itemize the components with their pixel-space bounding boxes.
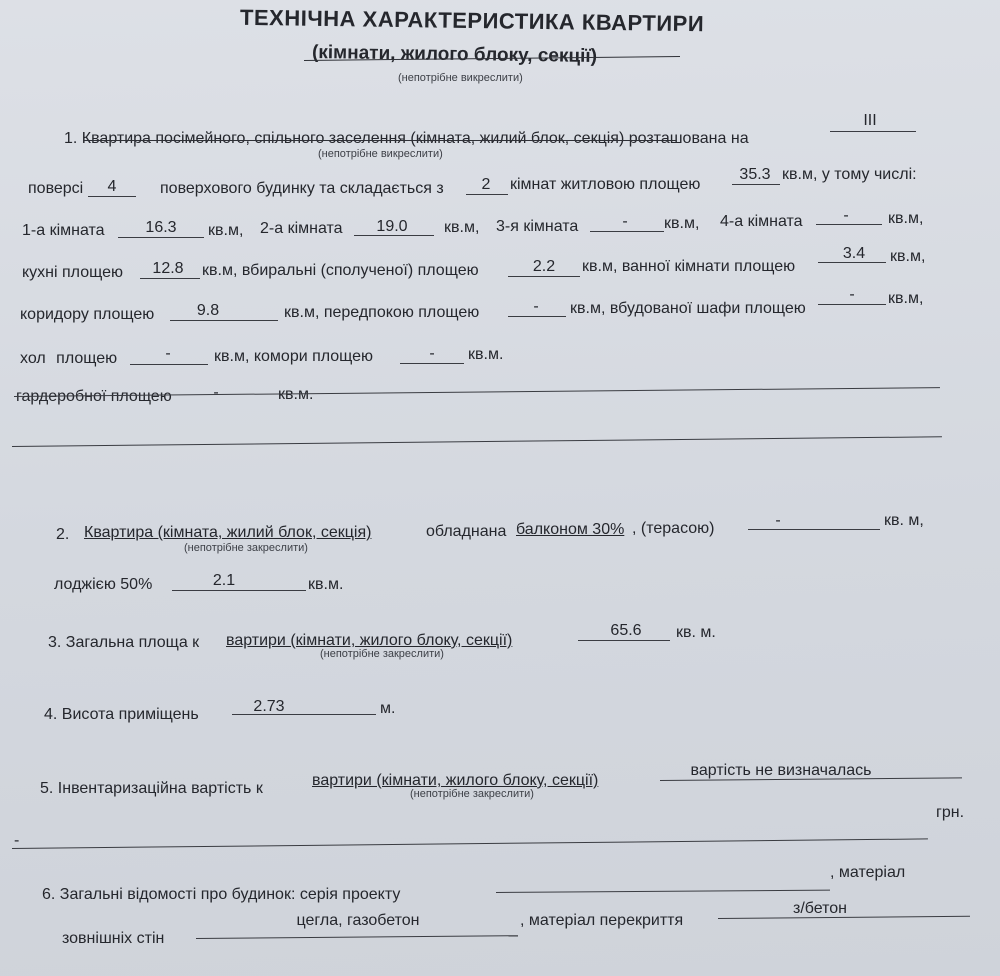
s1-hall-unit: кв.м, комори площею — [214, 348, 374, 365]
s2-terrace-value: - — [775, 512, 781, 529]
s1-corridor-label: коридору площею — [20, 306, 155, 323]
s1-floor-value: 4 — [107, 178, 117, 195]
s1-corridor-value: 9.8 — [196, 302, 220, 319]
s1-closet-value: - — [849, 286, 855, 303]
s1-living-value: 35.3 — [739, 166, 771, 183]
s1-wardrobe-value: - — [213, 384, 219, 401]
s6-walls-line — [196, 935, 518, 939]
s1-corridor-line — [170, 320, 278, 321]
s1-blank-line — [12, 436, 942, 447]
s1-room1-value: 16.3 — [145, 219, 177, 236]
s2-loggia-label: лоджією 50% — [54, 576, 153, 593]
s1-room2-label: 2-а кімната — [260, 220, 343, 237]
s1-kitchen-label: кухні площею — [22, 264, 123, 281]
s4-unit: м. — [380, 700, 396, 717]
document-title: ТЕХНІЧНА ХАРАКТЕРИСТИКА КВАРТИРИ — [239, 4, 705, 37]
s1-wc-unit: кв.м, ванної кімнати площею — [582, 258, 796, 275]
s1-pantry-unit: кв.м. — [468, 346, 504, 363]
s6-walls-label: зовнішніх стін — [62, 930, 165, 947]
s1-room2-line — [354, 235, 434, 236]
s1-wardrobe-label: гардеробної площею — [16, 388, 172, 405]
s1-pantry-value: - — [429, 345, 435, 362]
s2-equipped: обладнана — [426, 523, 507, 540]
s1-rooms-value: 2 — [481, 176, 491, 193]
s1-rooms-line — [466, 194, 508, 195]
s3-note: (непотрібне закреслити) — [320, 648, 444, 660]
s1-hallway-value: - — [533, 298, 539, 315]
s3-value: 65.6 — [610, 622, 642, 639]
s4-value-line — [232, 714, 376, 715]
s1-wc-value: 2.2 — [532, 258, 556, 275]
s1-floor-roman-line — [830, 131, 916, 132]
s1-room4-value: - — [843, 207, 849, 224]
s6-lead: 6. Загальні відомості про будинок: серія проекту — [42, 886, 401, 903]
s1-floor-label: поверсі — [28, 180, 84, 197]
s1-strike — [84, 140, 676, 141]
s1-room4-label: 4-а кімната — [720, 213, 803, 230]
s2-terrace-unit: кв. м, — [884, 512, 924, 529]
s5-currency: грн. — [936, 804, 965, 821]
document-subtitle: (кімнати, жилого блоку, секції) — [311, 42, 598, 67]
s1-room1-label: 1-а кімната — [22, 222, 105, 239]
s1-building-label: поверхового будинку та складається з — [160, 180, 444, 197]
s3-lead-b: вартири (кімнати, жилого блоку, секції) — [226, 632, 513, 649]
s1-room3-value: - — [622, 213, 628, 230]
s2-terrace: , (терасою) — [632, 520, 715, 537]
s2-loggia-unit: кв.м. — [308, 576, 344, 593]
s1-kitchen-line — [140, 278, 200, 279]
s1-hall-label: хол площею — [20, 350, 118, 367]
s5-lead-b: вартири (кімнати, жилого блоку, секції) — [312, 772, 599, 789]
s2-lead: Квартира (кімната, жилий блок, секція) — [84, 524, 372, 541]
s1-kitchen-unit: кв.м, вбиральні (сполученої) площею — [202, 262, 479, 279]
s2-balcony: балконом 30% — [516, 521, 625, 538]
s1-room1-unit: кв.м, — [208, 222, 244, 239]
s1-kitchen-value: 12.8 — [152, 260, 184, 277]
s1-room4-line — [816, 224, 882, 225]
s1-hallway-line — [508, 316, 566, 317]
s1-bath-unit: кв.м, — [890, 248, 926, 265]
s2-terrace-line — [748, 529, 880, 530]
s3-lead-a: 3. Загальна площа к — [48, 634, 200, 651]
s1-living-label: кімнат житловою площею — [510, 176, 701, 193]
s1-bath-value: 3.4 — [842, 245, 866, 262]
s1-room3-line — [590, 231, 664, 232]
s1-hall-value: - — [165, 345, 171, 362]
s1-floor-line — [88, 196, 136, 197]
s3-unit: кв. м. — [676, 624, 716, 641]
s1-lead: 1. Квартира посімейного, спільного заселення (кімната, жилий блок, секція) розташована на — [64, 130, 749, 147]
s1-room3-label: 3-я кімната — [496, 218, 579, 235]
s1-closet-line — [818, 304, 886, 305]
s6-ceiling-value: з/бетон — [792, 900, 847, 917]
s1-wardrobe-unit: кв.м. — [278, 386, 314, 403]
s1-living-line — [732, 184, 780, 185]
s1-closet-unit: кв.м, — [888, 290, 924, 307]
s1-room2-unit: кв.м, — [444, 219, 480, 236]
s6-walls-value: цегла, газобетон — [296, 912, 420, 929]
header-note: (непотрібне викреслити) — [398, 72, 523, 84]
s2-loggia-line — [172, 590, 306, 591]
s2-loggia-value: 2.1 — [212, 572, 236, 589]
s1-room3-unit: кв.м, — [664, 215, 700, 232]
s5-amount-line — [12, 838, 928, 849]
s6-series-line — [496, 890, 830, 893]
s1-room4-unit: кв.м, — [888, 210, 924, 227]
s2-num: 2. — [56, 526, 70, 543]
s3-value-line — [578, 640, 670, 641]
s6-material-label: , матеріал — [830, 864, 906, 881]
s1-hall-line — [130, 364, 208, 365]
s6-ceiling-line — [718, 916, 970, 919]
s4-label: 4. Висота приміщень — [44, 706, 199, 723]
s1-room2-value: 19.0 — [376, 218, 408, 235]
s1-room1-line — [118, 237, 204, 238]
s6-ceiling-label: , матеріал перекриття — [520, 912, 684, 929]
s1-hallway-unit: кв.м, вбудованої шафи площею — [570, 300, 806, 317]
s1-wc-line — [508, 276, 580, 277]
bleed-through-heading — [419, 372, 436, 418]
s2-note: (непотрібне закреслити) — [184, 542, 308, 554]
s5-dash: - — [14, 832, 20, 849]
s1-corridor-unit: кв.м, передпокою площею — [284, 304, 480, 321]
s1-pantry-line — [400, 363, 464, 364]
s4-value: 2.73 — [253, 698, 285, 715]
s1-floor-roman: ІІІ — [863, 112, 877, 129]
s5-note: (непотрібне закреслити) — [410, 788, 534, 800]
s5-value: вартість не визначалась — [690, 762, 872, 779]
s1-living-unit: кв.м, у тому числі: — [782, 166, 917, 183]
s1-bath-line — [818, 262, 886, 263]
s1-note: (непотрібне викреслити) — [318, 148, 443, 160]
s5-lead-a: 5. Інвентаризаційна вартість к — [40, 780, 263, 797]
